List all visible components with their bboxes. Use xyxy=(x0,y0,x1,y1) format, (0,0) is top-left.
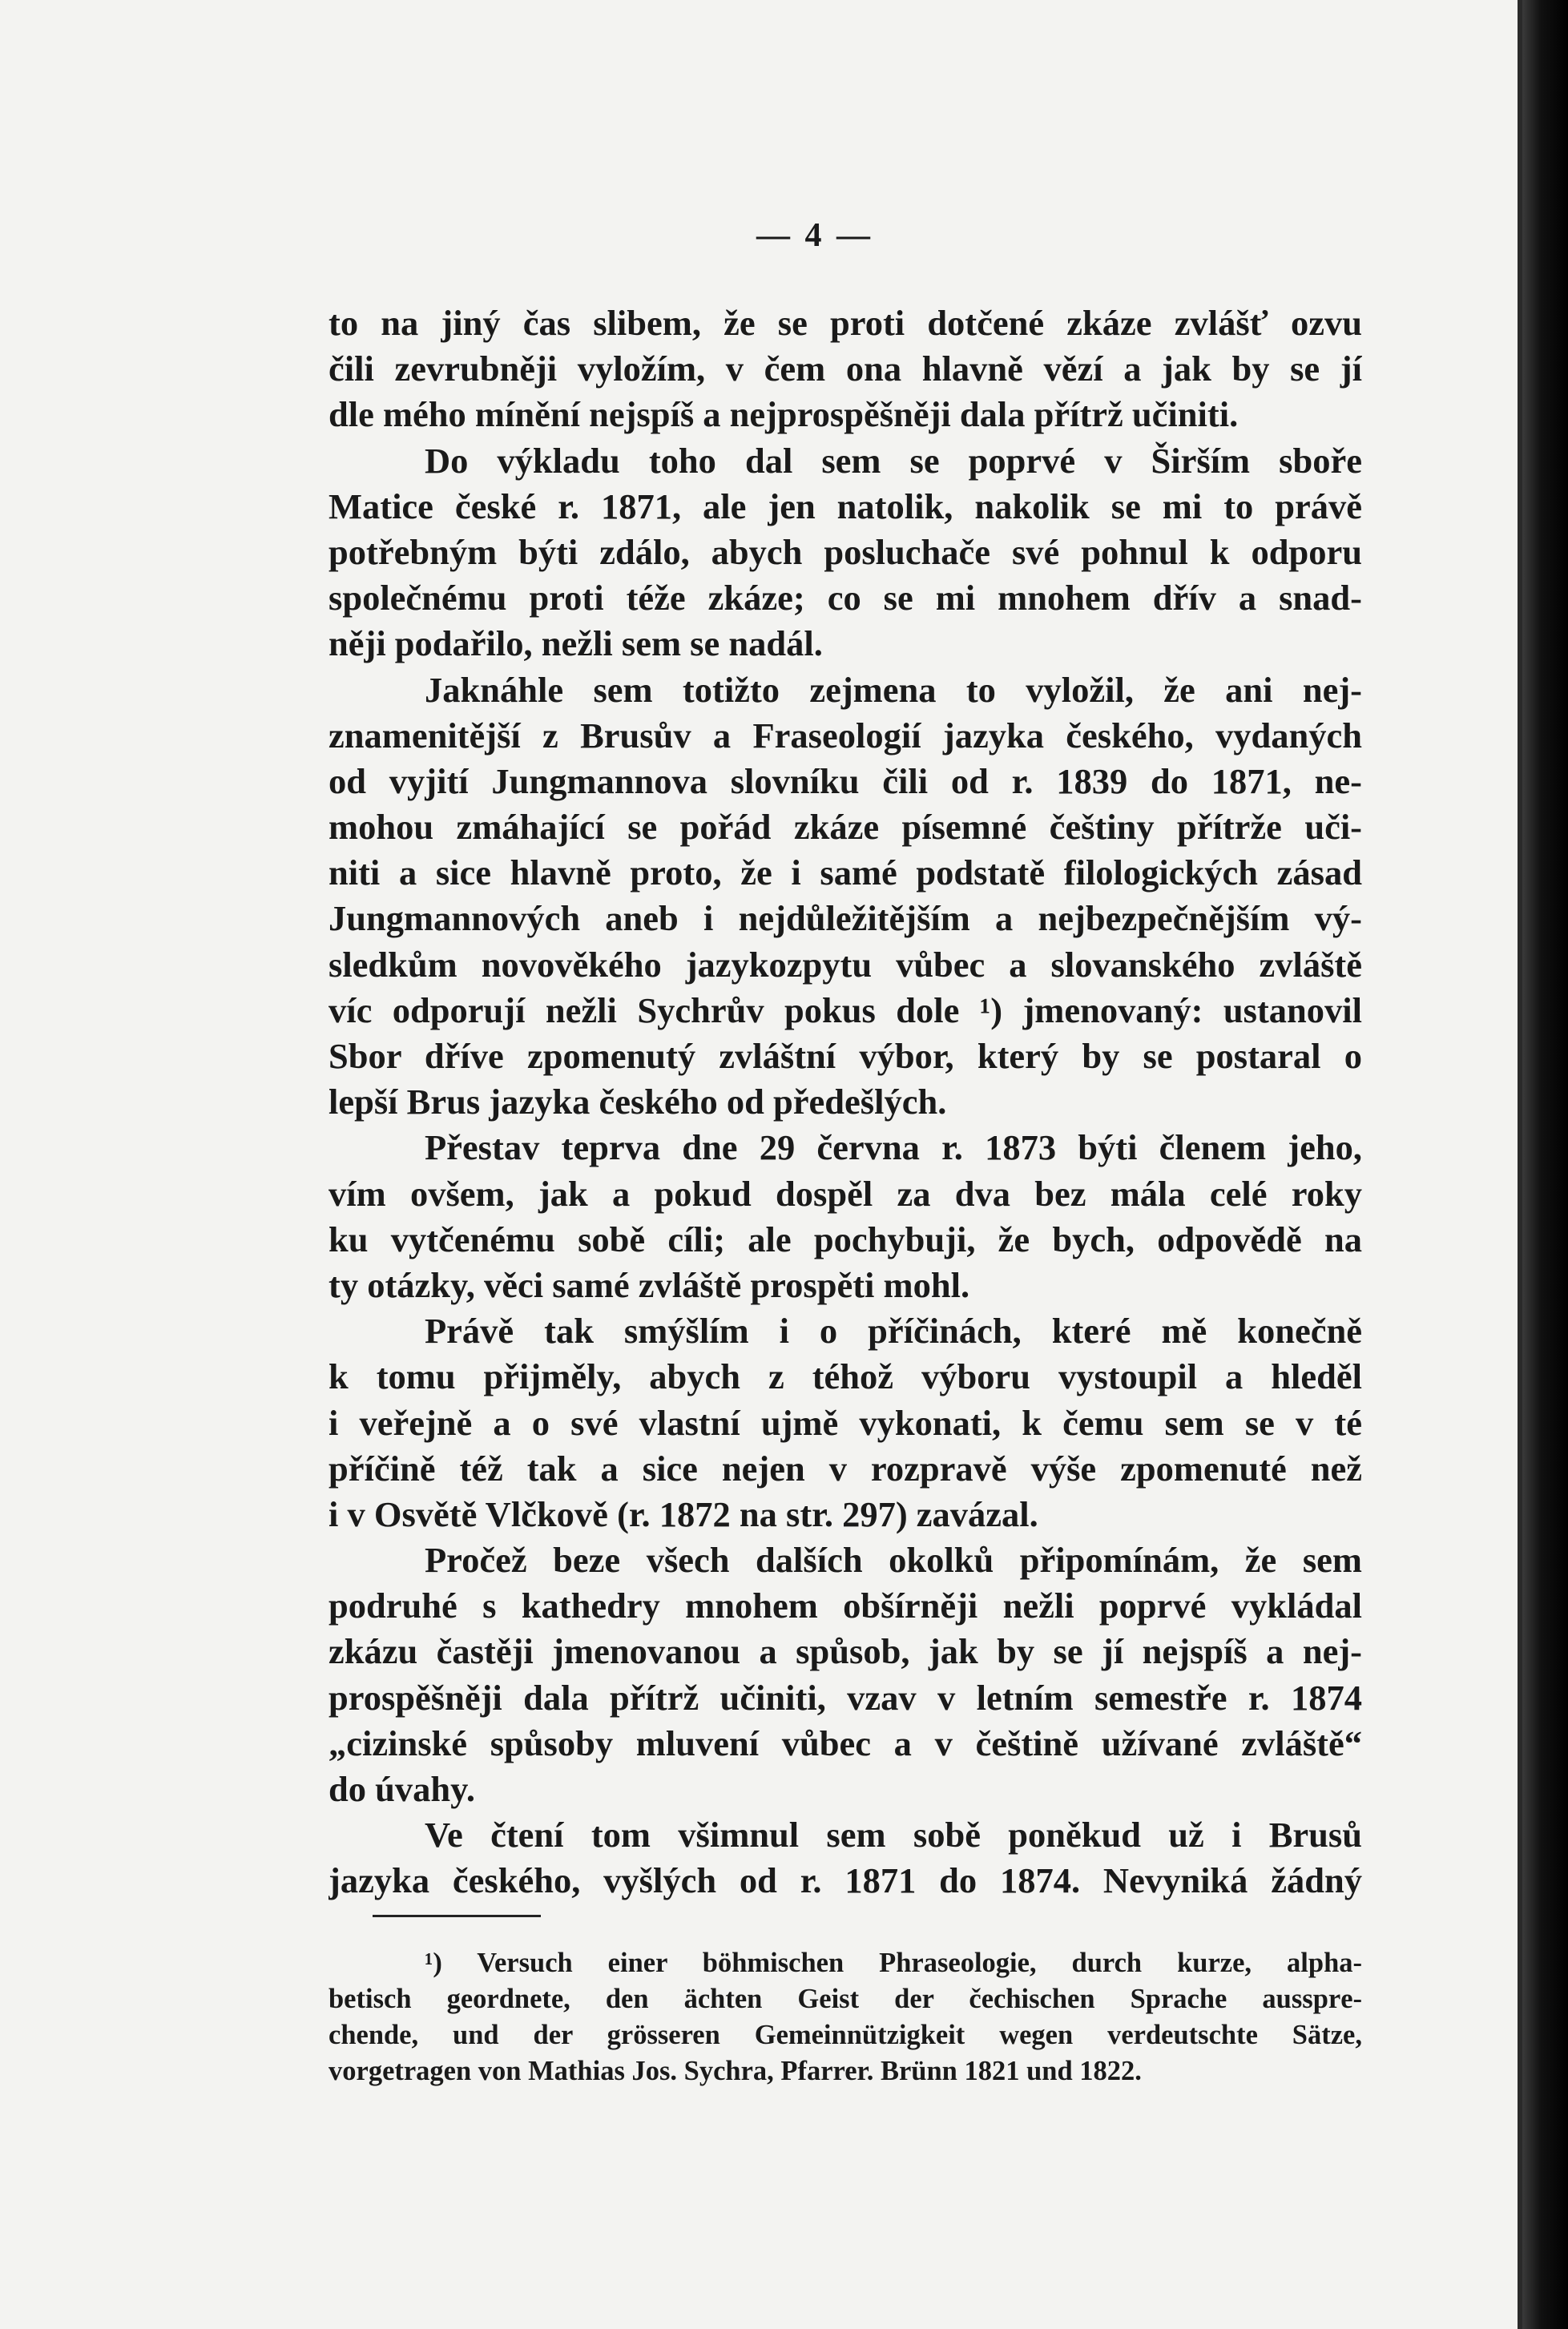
text-line: ty otázky, věci samé zvláště prospěti mohl. xyxy=(329,1264,970,1305)
text-line: společnému proti téže zkáze; co se mi mnohem dřív a snad- xyxy=(329,578,1362,619)
footnote-separator xyxy=(373,1915,541,1917)
text-line: víc odporují nežli Sychrův pokus dole ¹) jmenovaný: ustanovil xyxy=(329,989,1362,1030)
text-line: i veřejně a o své vlastní ujmě vykonati, k čemu sem se v té xyxy=(329,1402,1362,1443)
text-line: to na jiný čas slibem, že se proti dotčené zkáze zvlášť ozvu xyxy=(329,303,1362,343)
footnote-line: chende, und der grösseren Gemeinnützigkeit wegen verdeutschte Sätze, xyxy=(329,2020,1362,2050)
page-edge-shadow xyxy=(1522,0,1568,2329)
text-line: jazyka českého, vyšlých od r. 1871 do 1874. Nevyniká žádný xyxy=(329,1860,1362,1901)
footnote-line: vorgetragen von Mathias Jos. Sychra, Pfarrer. Brünn 1821 und 1822. xyxy=(329,2056,1142,2086)
text-line: dle mého mínění nejspíš a nejprospěšněji dala přítrž učiniti. xyxy=(329,394,1239,435)
text-line: zkázu častěji jmenovanou a spůsob, jak by se jí nejspíš a nej- xyxy=(329,1631,1362,1672)
text-line: Přestav teprva dne 29 června r. 1873 býti členem jeho, xyxy=(425,1127,1362,1168)
text-line: i v Osvětě Vlčkově (r. 1872 na str. 297) zavázal. xyxy=(329,1493,1038,1534)
footnote xyxy=(329,1945,1362,2089)
text-line: k tomu přijměly, abych z téhož výboru vystoupil a hleděl xyxy=(329,1356,1362,1397)
text-line: podruhé s kathedry mnohem obšírněji nežli poprvé vykládal xyxy=(329,1586,1362,1626)
text-line: Právě tak smýšlím i o příčinách, které mě konečně xyxy=(425,1311,1362,1352)
text-line: mohou zmáhající se pořád zkáze písemné češtiny přítrže uči- xyxy=(329,807,1362,848)
body-text xyxy=(329,300,1362,1904)
text-line: vím ovšem, jak a pokud dospěl za dva bez mála celé roky xyxy=(329,1173,1362,1214)
text-line: něji podařilo, nežli sem se nadál. xyxy=(329,623,823,664)
footnote-line: betisch geordnete, den ächten Geist der čechischen Sprache aussprе- xyxy=(329,1984,1362,2014)
text-line: sledkům novověkého jazykozpytu vůbec a slovanského zvláště xyxy=(329,944,1362,985)
text-line: Matice české r. 1871, ale jen natolik, nakolik se mi to právě xyxy=(329,486,1362,526)
footnote-line: ¹) Versuch einer böhmischen Phraseologie, durch kurze, alpha- xyxy=(425,1948,1362,1978)
text-line: Ve čtení tom všimnul sem sobě poněkud už i Brusů xyxy=(425,1815,1362,1856)
text-line: ku vytčenému sobě cíli; ale pochybuji, že bych, odpovědě na xyxy=(329,1219,1362,1259)
text-line: Do výkladu toho dal sem se poprvé v Širším sboře xyxy=(425,440,1362,481)
text-line: potřebným býti zdálo, abych posluchače své pohnul k odporu xyxy=(329,531,1362,572)
text-line: příčině též tak a sice nejen v rozpravě výše zpomenuté než xyxy=(329,1448,1362,1489)
text-line: od vyjití Jungmannova slovníku čili od r. 1839 do 1871, ne- xyxy=(329,760,1362,801)
text-line: lepší Brus jazyka českého od předešlých. xyxy=(329,1082,947,1122)
text-line: čili zevrubněji vyložím, v čem ona hlavně vězí a jak by se jí xyxy=(329,349,1362,389)
text-line: Jungmannových aneb i nejdůležitějším a nejbezpečnějším vý- xyxy=(329,898,1362,939)
text-line: Pročež beze všech dalších okolků připomínám, že sem xyxy=(425,1540,1362,1581)
page-number: — 4 — xyxy=(756,217,873,254)
text-line: prospěšněji dala přítrž učiniti, vzav v letním semestře r. 1874 xyxy=(329,1677,1362,1718)
text-line: do úvahy. xyxy=(329,1769,476,1809)
text-line: niti a sice hlavně proto, že i samé podstatě filologických zásad xyxy=(329,852,1362,893)
text-line: „cizinské spůsoby mluvení vůbec a v češtině užívané zvláště“ xyxy=(329,1723,1362,1763)
text-line: znamenitější z Brusův a Fraseologií jazyka českého, vydaných xyxy=(329,715,1362,756)
text-line: Sbor dříve zpomenutý zvláštní výbor, který by se postaral o xyxy=(329,1036,1362,1076)
text-line: Jaknáhle sem totižto zejmena to vyložil, že ani nej- xyxy=(425,669,1362,710)
